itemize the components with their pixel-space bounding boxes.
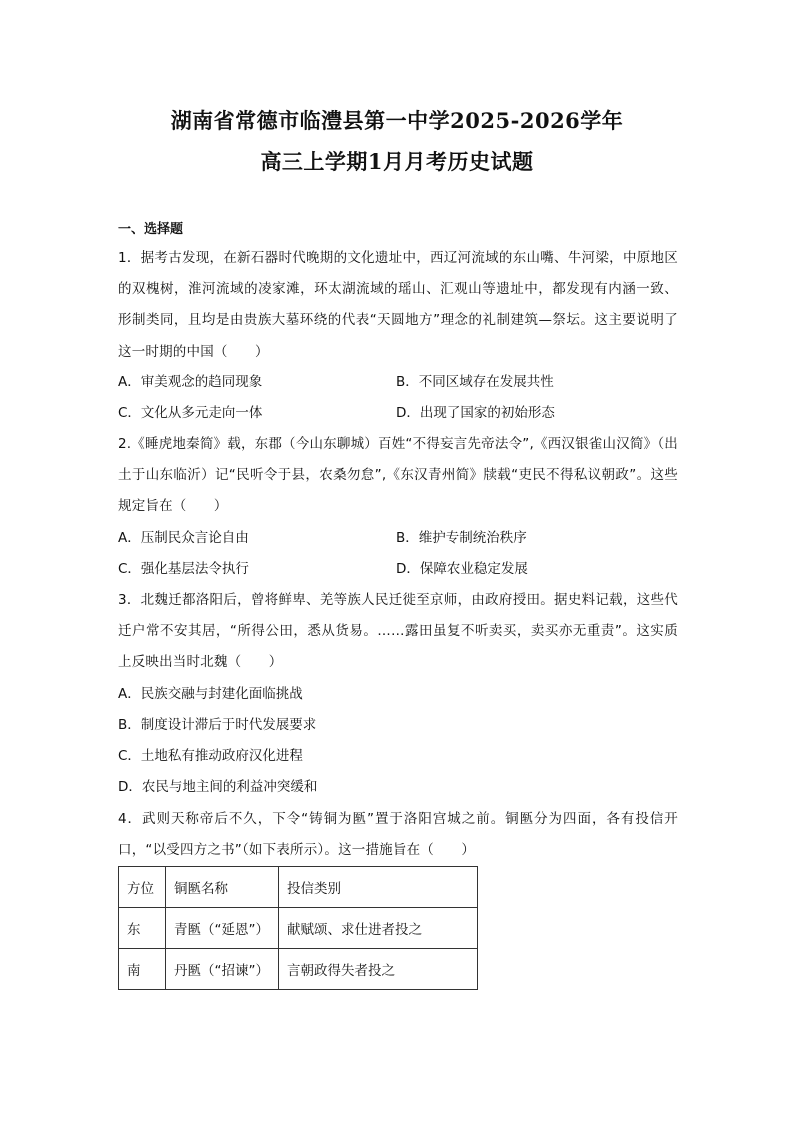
table-cell: 南 xyxy=(119,949,166,990)
table-cell: 青匦（“延恩”） xyxy=(166,908,279,949)
table-cell: 东 xyxy=(119,908,166,949)
question-3-option-d: D．农民与地主间的利益冲突缓和 xyxy=(118,779,318,795)
table-header-cell: 铜匦名称 xyxy=(166,867,279,908)
table-header-cell: 投信类别 xyxy=(279,867,478,908)
question-4-stem: 4．武则天称帝后不久，下令“铸铜为匦”置于洛阳宫城之前。铜匦分为四面，各有投信开口，“以受四方之书”（如下表所示）。这一措施旨在（ ） xyxy=(118,811,678,859)
question-1-option-d: D．出现了国家的初始形态 xyxy=(396,405,555,421)
question-3-option-b: B．制度设计滞后于时代发展要求 xyxy=(118,717,317,733)
question-1-option-b: B．不同区域存在发展共性 xyxy=(396,374,554,390)
table-cell: 言朝政得失者投之 xyxy=(279,949,478,990)
question-2-stem: 2.《睡虎地秦简》载，东郡（今山东聊城）百姓“不得妄言先帝法令”,《西汉银雀山汉简》（出土于山东临沂）记“民听令于县，农桑勿怠”,《东汉青州简》牍载“吏民不得私议朝政”。这些规定旨在（ ） xyxy=(118,436,678,515)
question-3-stem: 3．北魏迁都洛阳后，曾将鲜卑、羌等族人民迁徙至京师，由政府授田。据史料记载，这些代迁户常不安其居，“所得公田，悉从货易。……露田虽复不听卖买，卖买亦无重责”。这实质上反映出当时北魏（ ） xyxy=(118,592,678,671)
section-heading: 一、选择题 xyxy=(118,222,184,237)
page-title-line2: 高三上学期1月月考历史试题 xyxy=(260,149,534,174)
table-cell: 献赋颂、求仕进者投之 xyxy=(279,908,478,949)
page-title-line1: 湖南省常德市临澧县第一中学2025-2026学年 xyxy=(170,108,624,133)
question-1-option-c: C．文化从多元走向一体 xyxy=(118,405,263,421)
table-cell: 丹匦（“招谏”） xyxy=(166,949,279,990)
table-header-row xyxy=(119,867,478,908)
table-row xyxy=(119,949,478,990)
question-2-option-d: D．保障农业稳定发展 xyxy=(396,561,528,577)
question-1-option-a: A．审美观念的趋同现象 xyxy=(118,374,263,390)
question-3-option-c: C．土地私有推动政府汉化进程 xyxy=(118,748,303,764)
question-2-option-b: B．维护专制统治秩序 xyxy=(396,530,527,546)
bronze-box-table xyxy=(118,866,478,990)
question-2-option-a: A．压制民众言论自由 xyxy=(118,530,249,546)
question-3-option-a: A．民族交融与封建化面临挑战 xyxy=(118,686,303,702)
question-2-option-c: C．强化基层法令执行 xyxy=(118,561,249,577)
table-header-cell: 方位 xyxy=(119,867,166,908)
question-1-stem: 1．据考古发现，在新石器时代晚期的文化遗址中，西辽河流域的东山嘴、牛河梁，中原地区的双槐树，淮河流域的凌家滩，环太湖流域的瑶山、汇观山等遗址中，都发现有内涵一致、形制类同，且均是由贵族大墓环绕的代表“天圆地方”理念的礼制建筑—祭坛。这主要说明了这一时期的中国（ ） xyxy=(118,250,678,360)
table-row xyxy=(119,908,478,949)
